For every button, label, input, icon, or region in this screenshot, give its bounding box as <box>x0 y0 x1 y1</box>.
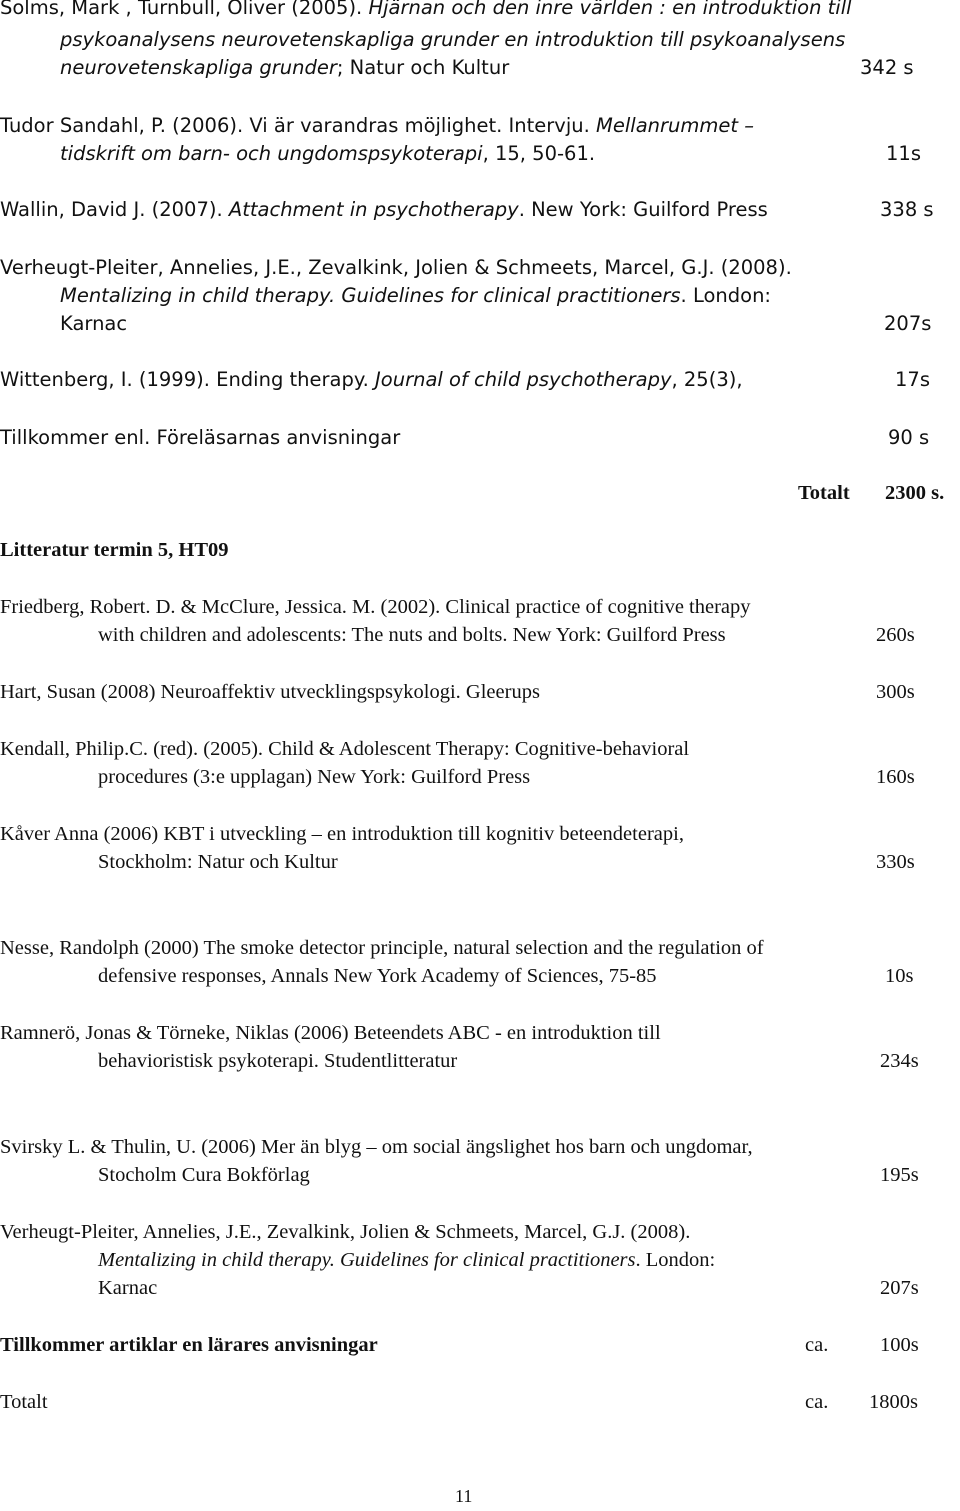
ref-kaver-line1: Kåver Anna (2006) KBT i utveckling – en introduktion till kognitiv beteendeterapi, <box>0 823 684 845</box>
ref-wittenberg-line1: Wittenberg, I. (1999). Ending therapy. Journal of child psychotherapy, 25(3), <box>0 368 743 391</box>
total2-value: 1800s <box>869 1391 918 1413</box>
ref-solms-line1: Solms, Mark , Turnbull, Oliver (2005). Hjärnan och den inre världen : en introduktion till <box>0 0 852 19</box>
ref-verheugt1-pages: 207s <box>884 312 932 335</box>
ref-solms-line2: psykoanalysens neurovetenskapliga grunder en introduktion till psykoanalysens <box>60 28 846 51</box>
ref-friedberg-pages: 260s <box>876 624 915 646</box>
ref-svirsky-line1: Svirsky L. & Thulin, U. (2006) Mer än blyg – om social ängslighet hos barn och ungdomar, <box>0 1136 753 1158</box>
total2-label: Totalt <box>0 1391 48 1413</box>
extra-articles-label: Tillkommer artiklar en lärares anvisningar <box>0 1334 378 1356</box>
ref-tillkommer-line1: Tillkommer enl. Föreläsarnas anvisningar <box>0 426 401 449</box>
ref-solms-line3: neurovetenskapliga grunder; Natur och Kultur <box>60 56 510 79</box>
ref-nesse-pages: 10s <box>885 965 914 987</box>
section-heading: Litteratur termin 5, HT09 <box>0 539 229 561</box>
ref-svirsky-line2: Stocholm Cura Bokförlag <box>98 1164 310 1186</box>
total1-label: Totalt <box>798 482 850 504</box>
ref-solms-pages: 342 s <box>860 56 914 79</box>
ref-hart-pages: 300s <box>876 681 915 703</box>
ref-ramnero-line1: Ramnerö, Jonas & Törneke, Niklas (2006) Beteendets ABC - en introduktion till <box>0 1022 661 1044</box>
ref-kendall-pages: 160s <box>876 766 915 788</box>
extra-articles-value: 100s <box>880 1334 919 1356</box>
ref-tillkommer-pages: 90 s <box>888 426 930 449</box>
ref-friedberg-line1: Friedberg, Robert. D. & McClure, Jessica. M. (2002). Clinical practice of cognitive therapy <box>0 596 751 618</box>
ref-kendall-line2: procedures (3:e upplagan) New York: Guilford Press <box>98 766 531 788</box>
ref-svirsky-pages: 195s <box>880 1164 919 1186</box>
extra-articles-approx: ca. <box>805 1334 829 1356</box>
ref-kendall-line1: Kendall, Philip.C. (red). (2005). Child & Adolescent Therapy: Cognitive-behavioral <box>0 738 690 760</box>
ref-hart-line1: Hart, Susan (2008) Neuroaffektiv utvecklingspsykologi. Gleerups <box>0 681 540 703</box>
ref-wallin-line1: Wallin, David J. (2007). Attachment in psychotherapy. New York: Guilford Press <box>0 198 768 221</box>
ref-kaver-pages: 330s <box>876 851 915 873</box>
ref-tudor-pages: 11s <box>886 142 921 165</box>
ref-wallin-pages: 338 s <box>880 198 934 221</box>
ref-verheugt1-line3: Karnac <box>60 312 128 335</box>
ref-verheugt2-line3: Karnac <box>98 1277 158 1299</box>
ref-verheugt2-pages: 207s <box>880 1277 919 1299</box>
ref-kaver-line2: Stockholm: Natur och Kultur <box>98 851 338 873</box>
ref-ramnero-pages: 234s <box>880 1050 919 1072</box>
total2-approx: ca. <box>805 1391 829 1413</box>
ref-friedberg-line2: with children and adolescents: The nuts and bolts. New York: Guilford Press <box>98 624 726 646</box>
ref-verheugt2-line1: Verheugt-Pleiter, Annelies, J.E., Zevalkink, Jolien & Schmeets, Marcel, G.J. (2008). <box>0 1221 691 1243</box>
ref-verheugt1-line1: Verheugt-Pleiter, Annelies, J.E., Zevalkink, Jolien & Schmeets, Marcel, G.J. (2008). <box>0 256 792 279</box>
page-number: 11 <box>455 1486 473 1506</box>
total1-value: 2300 s. <box>885 482 945 504</box>
ref-tudor-line2: tidskrift om barn- och ungdomspsykoterapi, 15, 50-61. <box>60 142 596 165</box>
ref-ramnero-line2: behavioristisk psykoterapi. Studentlitteratur <box>98 1050 458 1072</box>
ref-wittenberg-pages: 17s <box>895 368 930 391</box>
ref-nesse-line1: Nesse, Randolph (2000) The smoke detector principle, natural selection and the regulation of <box>0 937 764 959</box>
ref-nesse-line2: defensive responses, Annals New York Academy of Sciences, 75-85 <box>98 965 657 987</box>
ref-tudor-line1: Tudor Sandahl, P. (2006). Vi är varandras möjlighet. Intervju. Mellanrummet – <box>0 114 754 137</box>
ref-verheugt2-line2: Mentalizing in child therapy. Guidelines for clinical practitioners. London: <box>98 1249 716 1271</box>
ref-verheugt1-line2: Mentalizing in child therapy. Guidelines for clinical practitioners. London: <box>60 284 771 307</box>
